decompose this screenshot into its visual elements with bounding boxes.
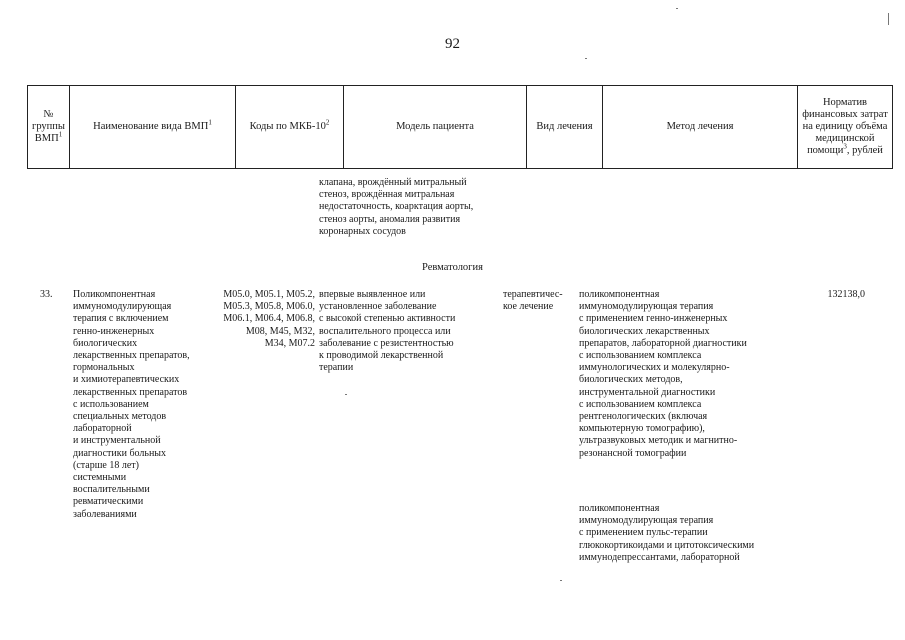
header-treatment-method: Метод лечения bbox=[603, 86, 798, 168]
page-number: 92 bbox=[445, 36, 460, 52]
scan-speck bbox=[676, 8, 678, 9]
row-patient-model: впервые выявленное или установленное заболевание с высокой степенью активности воспалительного процесса или заболевание с резистентностью к проводимой лекарственной терапии bbox=[319, 289, 456, 374]
header-patient-model: Модель пациента bbox=[344, 86, 527, 168]
row-treatment-method-1: поликомпонентная иммуномодулирующая терапия с применением генно-инженерных биологических лекарственных препаратов, лабораторной диагностики с использованием комплекса иммунологических и молекулярно- биологических методов, инструментальной диагностики с использованием комплекса рентгенологических (включая компьютерную томографию), ультразвуковых методик и магнитно- резонансной томографии bbox=[579, 289, 747, 459]
row-financial-norm: 132138,0 bbox=[827, 289, 865, 300]
scan-speck bbox=[560, 580, 562, 581]
header-financial-norm: Норматив финансовых затрат на единицу объёма медицинской помощи$^3$, рублей bbox=[802, 97, 888, 156]
continued-patient-model: клапана, врождённый митральный стеноз, врождённая митральная недостаточность, коарктация аорты, стеноз аорты, аномалия развития коронарных сосудов bbox=[319, 177, 474, 237]
header-icd-codes: Коды по МКБ-$10^2$ bbox=[236, 86, 344, 168]
table-header bbox=[27, 85, 893, 169]
row-vmp-name: Поликомпонентная иммуномодулирующая терапия с включением генно-инженерных биологических лекарственных препаратов, гормональных и химиотерапевтических лекарственных препаратов с использованием специальных методов лабораторной и инструментальной диагностики больных (старше 18 лет) системными воспалительными ревматическими заболеваниями bbox=[73, 289, 190, 520]
row-icd-codes: M05.0, M05.1, M05.2, M05.3, M05.8, M06.0, M06.1, M06.4, M06.8, M08, M45, M32, M34, M07.2 bbox=[223, 289, 315, 349]
scan-speck bbox=[345, 394, 347, 395]
scan-speck bbox=[585, 58, 587, 59]
row-treatment-method-2: поликомпонентная иммуномодулирующая терапия с применением пульс-терапии глюкокортикоидами и цитотоксическими иммунодепрессантами, лабораторной bbox=[579, 503, 755, 563]
header-vmp-name: Наименование вида ВМП$^1$ bbox=[70, 86, 236, 168]
section-title: Ревматология bbox=[422, 262, 483, 273]
header-group-number: № группы ВМП$^1$ bbox=[28, 86, 70, 168]
header-treatment-type: Вид лечения bbox=[527, 86, 603, 168]
scan-speck bbox=[888, 13, 889, 25]
row-group-number: 33. bbox=[40, 289, 53, 300]
row-treatment-type: терапевтичес- кое лечение bbox=[503, 289, 563, 313]
